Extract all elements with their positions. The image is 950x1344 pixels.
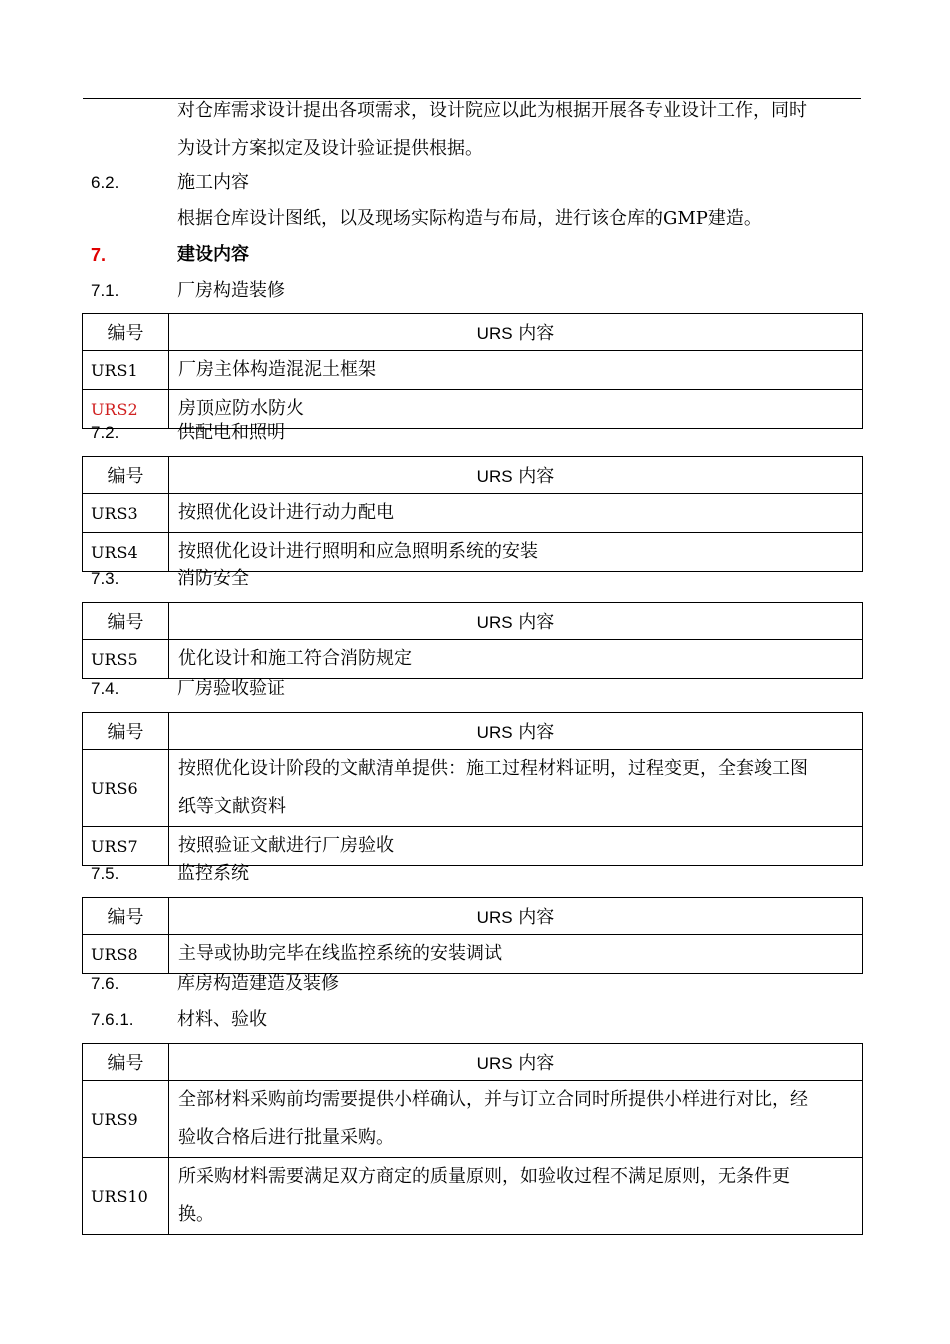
section-7-6-number: 7.6. — [91, 974, 120, 993]
table-row — [83, 827, 863, 866]
section-6-2-number: 6.2. — [91, 173, 120, 192]
header-content: URS 内容 — [169, 603, 863, 640]
urs-id: URS3 — [83, 494, 169, 533]
intro-line-1: 对仓库需求设计提出各项需求，设计院应以此为根据开展各专业设计工作，同时 — [177, 100, 807, 121]
section-7-number: 7. — [91, 245, 107, 265]
urs-table-7-1 — [82, 313, 863, 429]
urs-id: URS2 — [83, 390, 169, 429]
urs-content: 按照优化设计阶段的文献清单提供：施工过程材料证明，过程变更，全套竣工图 纸等文献资料 — [169, 750, 863, 827]
urs-id: URS1 — [83, 351, 169, 390]
table-row — [83, 351, 863, 390]
urs-content: 主导或协助完毕在线监控系统的安装调试 — [169, 935, 863, 974]
header-id: 编号 — [83, 314, 169, 351]
urs-content: 全部材料采购前均需要提供小样确认，并与订立合同时所提供小样进行对比，经 验收合格后进行批量采购。 — [169, 1081, 863, 1158]
header-content: URS 内容 — [169, 1044, 863, 1081]
table-header-row — [83, 898, 863, 935]
urs-content: 厂房主体构造混泥土框架 — [169, 351, 863, 390]
urs-id: URS10 — [83, 1158, 169, 1235]
header-content: URS 内容 — [169, 713, 863, 750]
table-header-row — [83, 603, 863, 640]
header-content: URS 内容 — [169, 314, 863, 351]
section-7-title: 建设内容 — [177, 244, 249, 265]
section-6-2-title: 施工内容 — [177, 172, 249, 193]
table-row — [83, 1081, 863, 1158]
urs-id: URS7 — [83, 827, 169, 866]
section-7-4-title: 厂房验收验证 — [177, 678, 285, 699]
section-7-5-number: 7.5. — [91, 864, 120, 883]
urs-content: 按照优化设计进行动力配电 — [169, 494, 863, 533]
header-id: 编号 — [83, 457, 169, 494]
header-id: 编号 — [83, 1044, 169, 1081]
intro-line-2: 为设计方案拟定及设计验证提供根据。 — [177, 138, 483, 159]
header-rule — [83, 98, 861, 99]
urs-table-7-3 — [82, 602, 863, 679]
header-id: 编号 — [83, 603, 169, 640]
table-row — [83, 494, 863, 533]
table-row — [83, 640, 863, 679]
table-row — [83, 750, 863, 827]
section-7-6-title: 库房构造建造及装修 — [177, 973, 339, 994]
urs-content: 所采购材料需要满足双方商定的质量原则，如验收过程不满足原则，无条件更 换。 — [169, 1158, 863, 1235]
section-6-2-body: 根据仓库设计图纸，以及现场实际构造与布局，进行该仓库的GMP建造。 — [177, 208, 762, 229]
section-7-3-number: 7.3. — [91, 569, 120, 588]
header-content: URS 内容 — [169, 457, 863, 494]
table-row — [83, 533, 863, 572]
urs-id: URS5 — [83, 640, 169, 679]
urs-table-7-2 — [82, 456, 863, 572]
section-7-3-title: 消防安全 — [177, 568, 249, 589]
section-7-1-number: 7.1. — [91, 281, 120, 300]
urs-id: URS8 — [83, 935, 169, 974]
table-header-row — [83, 457, 863, 494]
section-7-1-title: 厂房构造装修 — [177, 280, 285, 301]
table-header-row — [83, 314, 863, 351]
urs-table-7-4 — [82, 712, 863, 866]
urs-id: URS4 — [83, 533, 169, 572]
table-header-row — [83, 713, 863, 750]
urs-content: 按照优化设计进行照明和应急照明系统的安装 — [169, 533, 863, 572]
section-7-4-number: 7.4. — [91, 679, 120, 698]
header-content: URS 内容 — [169, 898, 863, 935]
section-7-2-title: 供配电和照明 — [177, 422, 285, 443]
section-7-5-title: 监控系统 — [177, 863, 249, 884]
table-header-row — [83, 1044, 863, 1081]
header-id: 编号 — [83, 898, 169, 935]
urs-content: 优化设计和施工符合消防规定 — [169, 640, 863, 679]
table-row — [83, 1158, 863, 1235]
urs-content: 按照验证文献进行厂房验收 — [169, 827, 863, 866]
table-row — [83, 935, 863, 974]
urs-table-7-6-1 — [82, 1043, 863, 1235]
header-id: 编号 — [83, 713, 169, 750]
section-7-6-1-title: 材料、验收 — [177, 1009, 267, 1030]
urs-id: URS6 — [83, 750, 169, 827]
section-7-6-1-number: 7.6.1. — [91, 1010, 134, 1029]
section-7-2-number: 7.2. — [91, 423, 120, 442]
urs-content: 房顶应防水防火 — [169, 390, 863, 429]
urs-id: URS9 — [83, 1081, 169, 1158]
urs-table-7-5 — [82, 897, 863, 974]
